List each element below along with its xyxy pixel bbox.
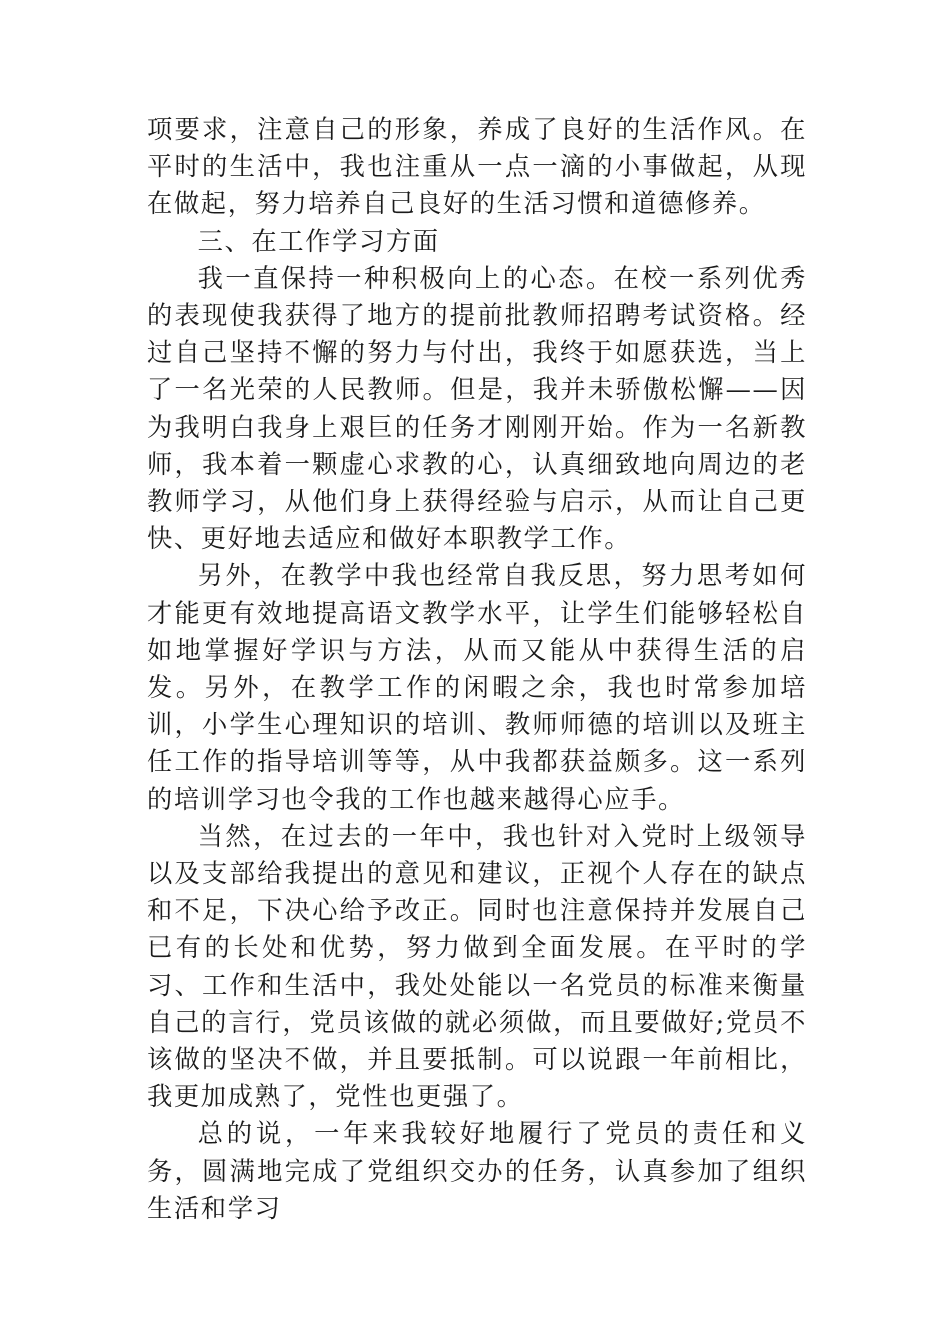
document-body bbox=[147, 111, 807, 1227]
paragraph: 总的说，一年来我较好地履行了党员的责任和义务，圆满地完成了党组织交办的任务，认真参加了组织生活和学习 bbox=[147, 1119, 807, 1223]
paragraph-continuation: 项要求，注意自己的形象，养成了良好的生活作风。在平时的生活中，我也注重从一点一滴的小事做起，从现在做起，努力培养自己良好的生活习惯和道德修养。 bbox=[147, 115, 807, 219]
paragraph: 另外，在教学中我也经常自我反思，努力思考如何才能更有效地提高语文教学水平，让学生们能够轻松自如地掌握好学识与方法，从而又能从中获得生活的启发。另外，在教学工作的闲暇之余，我也时常参加培训，小学生心理知识的培训、教师师德的培训以及班主任工作的指导培训等等，从中我都获益颇多。这一系列的培训学习也令我的工作也越来越得心应手。 bbox=[147, 561, 807, 814]
paragraph: 我一直保持一种积极向上的心态。在校一系列优秀的表现使我获得了地方的提前批教师招聘考试资格。经过自己坚持不懈的努力与付出，我终于如愿获选，当上了一名光荣的人民教师。但是，我并未骄傲松懈——因为我明白我身上艰巨的任务才刚刚开始。作为一名新教师，我本着一颗虚心求教的心，认真细致地向周边的老教师学习，从他们身上获得经验与启示，从而让自己更快、更好地去适应和做好本职教学工作。 bbox=[147, 263, 807, 554]
section-heading: 三、在工作学习方面 bbox=[197, 226, 440, 256]
paragraph: 当然，在过去的一年中，我也针对入党时上级领导以及支部给我提出的意见和建议，正视个人存在的缺点和不足，下决心给予改正。同时也注意保持并发展自己已有的长处和优势，努力做到全面发展。在平时的学习、工作和生活中，我处处能以一名党员的标准来衡量自己的言行，党员该做的就必须做，而且要做好;党员不该做的坚决不做，并且要抵制。可以说跟一年前相比，我更加成熟了，党性也更强了。 bbox=[147, 821, 807, 1112]
